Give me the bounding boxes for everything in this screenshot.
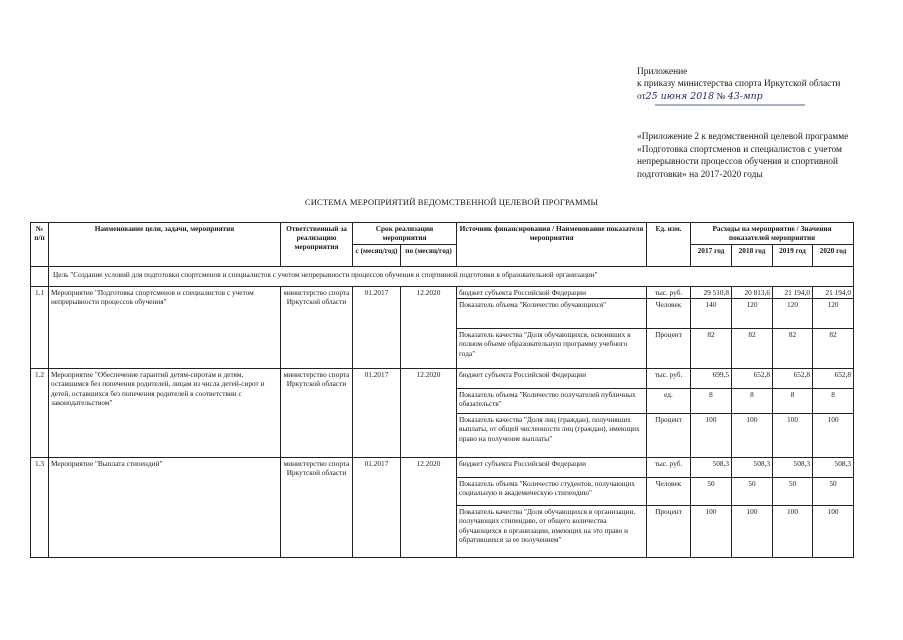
- header-2020: 2020 год: [813, 245, 854, 267]
- header-num: № п/п: [31, 223, 49, 267]
- source-or-indicator: Показатель объема "Количество обучающихся": [457, 299, 647, 329]
- value-2018: 100: [732, 506, 773, 558]
- value-2019: 21 194,0: [773, 287, 813, 299]
- header-from: с (месяц/год): [353, 245, 401, 267]
- value-2018: 20 813,6: [732, 287, 773, 299]
- value-2020: 508,3: [813, 458, 854, 478]
- value-2018: 8: [732, 389, 773, 414]
- header-responsible: Ответственный за реализацию мероприятия: [281, 223, 353, 267]
- appendix-header: [637, 66, 840, 105]
- value-2020: 82: [813, 329, 854, 369]
- period-from: 01.2017: [353, 458, 401, 558]
- measure-name: Мероприятие "Выплата стипендий": [49, 458, 281, 558]
- table-row: [31, 458, 854, 478]
- measure-name: Мероприятие "Подготовка спортсменов и специалистов с учетом непрерывности процессов обучения": [49, 287, 281, 369]
- date-prefix: от: [637, 92, 646, 102]
- value-2018: 100: [732, 414, 773, 458]
- measures-table: [30, 222, 854, 558]
- value-2020: 21 194,0: [813, 287, 854, 299]
- goal-num-cell: [31, 267, 49, 287]
- number-prefix: №: [716, 92, 726, 102]
- value-2017: 100: [691, 506, 732, 558]
- value-2020: 120: [813, 299, 854, 329]
- value-2019: 8: [773, 389, 813, 414]
- row-num: 1.3: [31, 458, 49, 558]
- source-or-indicator: бюджет субъекта Российской Федерации: [457, 287, 647, 299]
- value-2019: 50: [773, 478, 813, 506]
- row-num: 1.2: [31, 369, 49, 458]
- value-2017: 29 510,8: [691, 287, 732, 299]
- handwritten-date: 25 июня 2018: [645, 91, 715, 102]
- source-or-indicator: бюджет субъекта Российской Федерации: [457, 458, 647, 478]
- value-2018: 50: [732, 478, 773, 506]
- appendix-title: Приложение: [637, 67, 688, 77]
- source-or-indicator: Показатель объема "Количество студентов, получающих социальную и академическую стипендию": [457, 478, 647, 506]
- unit: тыс. руб.: [647, 287, 691, 299]
- value-2017: 8: [691, 389, 732, 414]
- header-name: Наименование цели, задачи, мероприятия: [49, 223, 281, 267]
- value-2020: 652,8: [813, 369, 854, 389]
- responsible: министерство спорта Иркутской области: [281, 458, 353, 558]
- period-to: 12.2020: [401, 287, 457, 369]
- value-2020: 50: [813, 478, 854, 506]
- header-unit: Ед. изм.: [647, 223, 691, 267]
- header-2017: 2017 год: [691, 245, 732, 267]
- value-2017: 508,3: [691, 458, 732, 478]
- header-source: Источник финансирования / Наименование показателя мероприятия: [457, 223, 647, 267]
- unit: Процент: [647, 329, 691, 369]
- value-2020: 100: [813, 506, 854, 558]
- row-num: 1.1: [31, 287, 49, 369]
- appendix-order-line: к приказу министерства спорта Иркутской области: [637, 79, 841, 89]
- source-or-indicator: Показатель объема "Количество получателей публичных обязательств": [457, 389, 647, 414]
- unit: Процент: [647, 414, 691, 458]
- source-or-indicator: бюджет субъекта Российской Федерации: [457, 369, 647, 389]
- source-or-indicator: Показатель качества "Доля обучающихся в организации, получающих стипендию, от общего количества обучающихся в организации, имеющих на это право и обратившихся за ее получением": [457, 506, 647, 558]
- goal-row: Цель "Создание условий для подготовки спортсменов и специалистов с учетом непрерывности процессов обучения и спортивной подготовки в образовательной организации": [49, 267, 854, 287]
- responsible: министерство спорта Иркутской области: [281, 287, 353, 369]
- underline-signature: [655, 103, 805, 107]
- value-2019: 652,8: [773, 369, 813, 389]
- header-to: по (месяц/год): [401, 245, 457, 267]
- appendix2-caption: «Приложение 2 к ведомственной целевой программе «Подготовка спортсменов и специалистов с учетом непрерывности процессов обучения и спортивной подготовки» на 2017-2020 годы: [637, 132, 849, 180]
- unit: Человек: [647, 299, 691, 329]
- header-costs: Расходы на мероприятие / Значения показателей мероприятия: [691, 223, 854, 245]
- value-2019: 100: [773, 414, 813, 458]
- value-2018: 82: [732, 329, 773, 369]
- value-2017: 699,5: [691, 369, 732, 389]
- value-2018: 652,8: [732, 369, 773, 389]
- period-from: 01.2017: [353, 369, 401, 458]
- value-2018: 120: [732, 299, 773, 329]
- header-period: Срок реализации мероприятия: [353, 223, 457, 245]
- period-from: 01.2017: [353, 287, 401, 369]
- header-2019: 2019 год: [773, 245, 813, 267]
- period-to: 12.2020: [401, 458, 457, 558]
- value-2019: 82: [773, 329, 813, 369]
- value-2018: 508,3: [732, 458, 773, 478]
- value-2019: 100: [773, 506, 813, 558]
- value-2017: 100: [691, 414, 732, 458]
- unit: Процент: [647, 506, 691, 558]
- value-2019: 120: [773, 299, 813, 329]
- value-2020: 8: [813, 389, 854, 414]
- document-title: СИСТЕМА МЕРОПРИЯТИЙ ВЕДОМСТВЕННОЙ ЦЕЛЕВОЙ ПРОГРАММЫ: [304, 197, 599, 207]
- table-row: [31, 369, 854, 389]
- source-or-indicator: Показатель качества "Доля обучающихся, освоивших в полном объеме образовательную программу учебного года": [457, 329, 647, 369]
- unit: тыс. руб.: [647, 458, 691, 478]
- value-2017: 140: [691, 299, 732, 329]
- responsible: министерство спорта Иркутской области: [281, 369, 353, 458]
- header-2018: 2018 год: [732, 245, 773, 267]
- table-row: [31, 287, 854, 299]
- value-2017: 82: [691, 329, 732, 369]
- handwritten-number: 43-мпр: [727, 91, 763, 102]
- source-or-indicator: Показатель качества "Доля лиц (граждан), получивших выплаты, от общей численности лиц (граждан), имеющих право на получение выплаты": [457, 414, 647, 458]
- value-2020: 100: [813, 414, 854, 458]
- period-to: 12.2020: [401, 369, 457, 458]
- measure-name: Мероприятие "Обеспечение гарантий детям-сиротам и детям, оставшимся без попечения родителей, лицам из числа детей-сирот и детей, оставшихся без попечения родителей в соответствии с законодательством": [49, 369, 281, 458]
- unit: тыс. руб.: [647, 369, 691, 389]
- unit: Человек: [647, 478, 691, 506]
- unit: ед.: [647, 389, 691, 414]
- value-2017: 50: [691, 478, 732, 506]
- value-2019: 508,3: [773, 458, 813, 478]
